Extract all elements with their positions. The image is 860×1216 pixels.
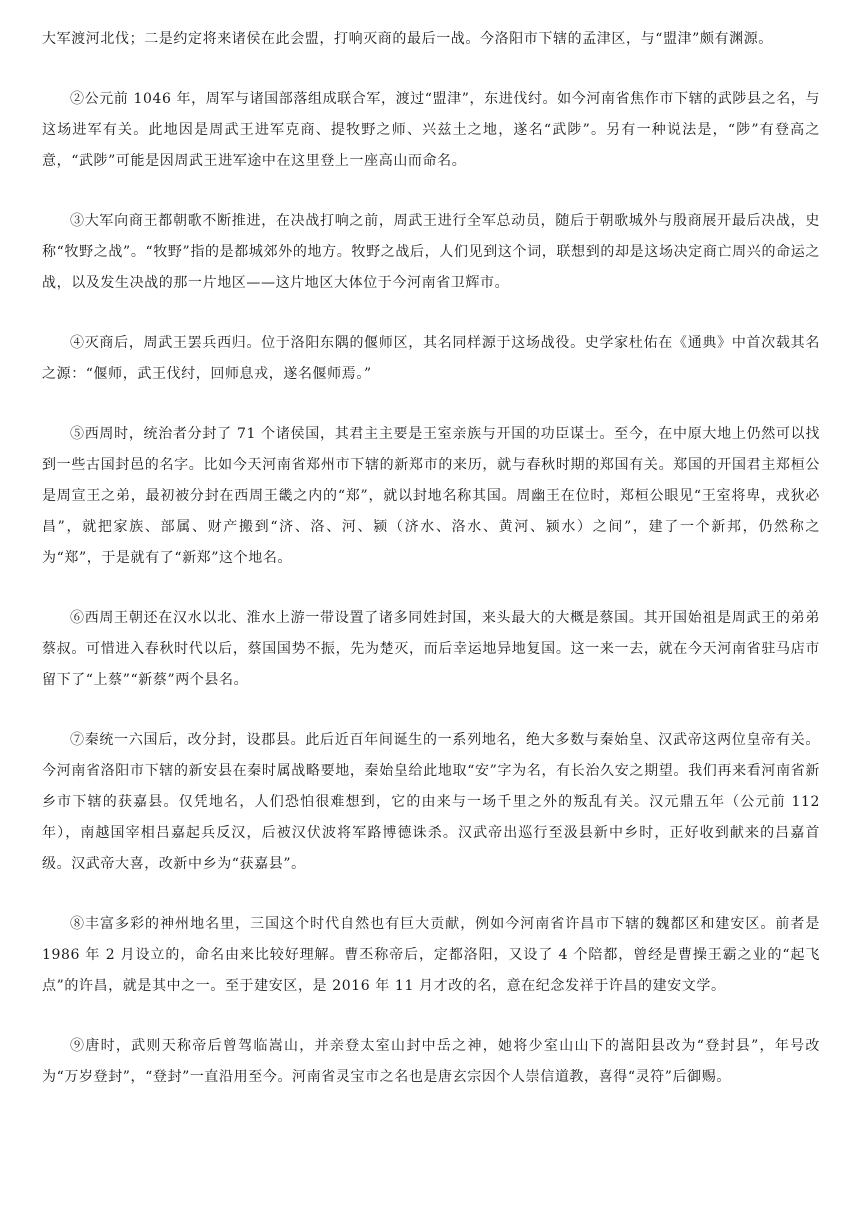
paragraph-4: ④灭商后，周武王罢兵西归。位于洛阳东隅的偃师区，其名同样源于这场战役。史学家杜佑在《通典》中首次载其名之源：“偃师，武王伐纣，回师息戎，遂名偃师焉。” [42, 335, 820, 382]
paragraph-9: ⑨唐时，武则天称帝后曾驾临嵩山，并亲登太室山封中岳之神，她将少室山山下的嵩阳县改为“登封县”，年号改为“万岁登封”，“登封”一直沿用至今。河南省灵宝市之名也是唐玄宗因个人崇信道教，喜得“灵符”后御赐。 [42, 1038, 820, 1085]
paragraph-continued: 大军渡河北伐；二是约定将来诸侯在此会盟，打响灭商的最后一战。今洛阳市下辖的孟津区，与“盟津”颇有渊源。 [42, 31, 773, 47]
paragraph-2: ②公元前 1046 年，周军与诸国部落组成联合军，渡过“盟津”，东进伐纣。如今河南省焦作市下辖的武陟县之名，与这场进军有关。此地因是周武王进军克商、提牧野之师、兴兹土之地，遂名“武陟”。另有一种说法是，“陟”有登高之意，“武陟”可能是因周武王进军途中在这里登上一座高山而命名。 [42, 91, 820, 169]
paragraph-8: ⑧丰富多彩的神州地名里，三国这个时代自然也有巨大贡献，例如今河南省许昌市下辖的魏都区和建安区。前者是 1986 年 2 月设立的，命名由来比较好理解。曹丕称帝后，定都洛阳，又设了 4 个陪都，曾经是曹操王霸之业的“起飞点”的许昌，就是其中之一。至于建安区，是 2016 年 11 月才改的名，意在纪念发祥于许昌的建安文学。 [42, 916, 820, 994]
paragraph-3: ③大军向商王都朝歌不断推进，在决战打响之前，周武王进行全军总动员，随后于朝歌城外与殷商展开最后决战，史称“牧野之战”。“牧野”指的是都城郊外的地方。牧野之战后，人们见到这个词，联想到的却是这场决定商亡周兴的命运之战，以及发生决战的那一片地区——这片地区大体位于今河南省卫辉市。 [42, 213, 820, 291]
paragraph-5: ⑤西周时，统治者分封了 71 个诸侯国，其君主主要是王室亲族与开国的功臣谋士。至今，在中原大地上仍然可以找到一些古国封邑的名字。比如今天河南省郑州市下辖的新郑市的来历，就与春秋时期的郑国有关。郑国的开国君主郑桓公是周宣王之弟，最初被分封在西周王畿之内的“郑”，就以封地名称其国。周幽王在位时，郑桓公眼见“王室将卑，戎狄必昌”，就把家族、部属、财产搬到“济、洛、河、颍（济水、洛水、黄河、颍水）之间”，建了一个新邦，仍然称之为“郑”，于是就有了“新郑”这个地名。 [42, 426, 820, 566]
paragraph-7: ⑦秦统一六国后，改分封，设郡县。此后近百年间诞生的一系列地名，绝大多数与秦始皇、汉武帝这两位皇帝有关。今河南省洛阳市下辖的新安县在秦时属战略要地，秦始皇给此地取“安”字为名，有长治久安之期望。我们再来看河南省新乡市下辖的获嘉县。仅凭地名，人们恐怕很难想到，它的由来与一场千里之外的叛乱有关。汉元鼎五年（公元前 112 年），南越国宰相吕嘉起兵反汉，后被汉伏波将军路博德诛杀。汉武帝出巡行至汲县新中乡时，正好收到献来的吕嘉首级。汉武帝大喜，改新中乡为“获嘉县”。 [42, 732, 820, 872]
paragraph-6: ⑥西周王朝还在汉水以北、淮水上游一带设置了诸多同姓封国，来头最大的大概是蔡国。其开国始祖是周武王的弟弟蔡叔。可惜进入春秋时代以后，蔡国国势不振，先为楚灭，而后幸运地异地复国。这一来一去，就在今天河南省驻马店市留下了“上蔡”“新蔡”两个县名。 [42, 610, 820, 688]
